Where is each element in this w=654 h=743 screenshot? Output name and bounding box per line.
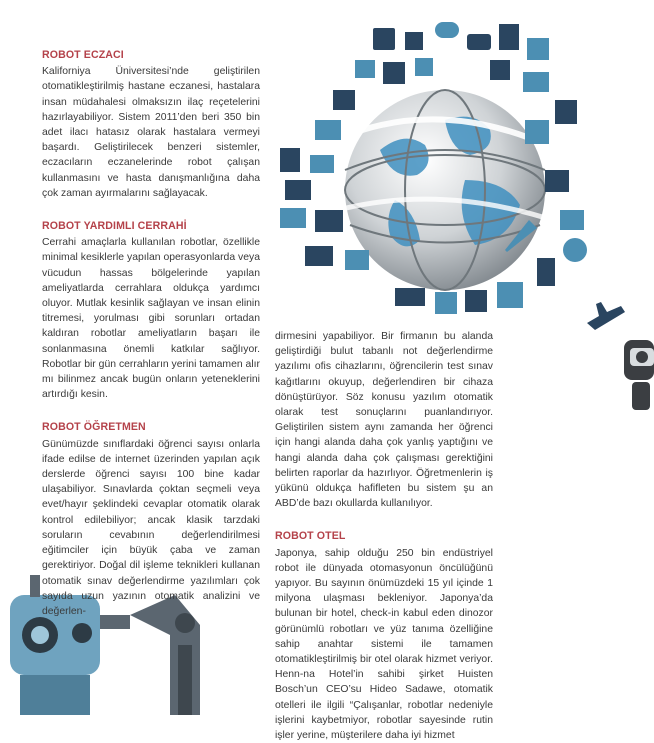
section-body-robot-eczaci: Kaliforniya Üniversitesi’nde geliştirilen otomatikleştirilmiş hastane eczanesi, hastalara insan müdahalesi olmaksızın ilaç reçetelerini hazırlayabiliyor. Sistem 2011’den beri 350 bin adet ilacı hatasız olarak hastalara vermeyi başardı. Geliştirilecek benzeri sistemler, eczacıların eczanelerinde robot çalışan kullanmasını ve hasta danışmanlığına daha çok zaman ayırmalarını sağlayacak. <box>42 66 260 199</box>
section-body-robot-ogretmen: Günümüzde sınıflardaki öğrenci sayısı onlarla ifade edilse de internet üzerinden yapılan açık derslerde öğrenci sayısı 100 bine kadar ulaşabiliyor. Sınavlarda çoktan seçmeli veya evet/hayır şeklindeki cevaplar otomatik olarak kontrol edilebiliyor; ancak klasik tarzdaki soruların cevabının değerlendirilmesi eğitimciler için büyük çaba ve zaman gerektiriyor. Doğal dil işleme teknikleri kullanan otomatik sınav değerlendirme yazılımları çok sayıda uzun yazının otomatik analizini ve değerlen- <box>42 438 260 617</box>
truck-icon <box>395 288 425 306</box>
right-column <box>275 329 493 743</box>
globe-tech-illustration <box>275 20 654 330</box>
camera-icon <box>467 34 491 50</box>
continuation-text: dirmesini yapabiliyor. Bir firmanın bu alanda geliştirdiği bulut tabanlı not değerlendirme yazılımı ofis cihazlarını, öğrencilerin test sınav kağıtlarını okuyup, değerlendiren bir cihaza dönüştürüyor. Söz konusu yazılım otomatik olarak test sonuçlarını puanlandırıyor. Geliştirilen sistem aynı zamanda her öğrenci için hangi alanda daha çok yanlış yaptığını ve hangi alanda daha çok çalışması gerektiğini belirten raporlar da hazırlıyor. Öğretmenlerin iş yükünü oldukça hafifleten bu sistem şu an ABD’de bazı okullarda kullanılıyor. <box>275 331 493 510</box>
section-body-robot-cerrahi: Cerrahi amaçlarla kullanılan robotlar, özellikle minimal kesiklerle yapılan operasyonlarda veya vücudun hassas bölgelerinde yapılan ameliyatlarda cerrahlara oldukça yardımcı oluyor. Mutlak kesinlik sağlayan ve insan elinin titremesi, yorulması gibi sorunları ortadan kaldıran robotlar ameliyatların başarı ile sonlanmasına önemli katkılar sağlıyor. Robotlar bir gün cerrahların yerini tamamen alır mı bilinmez ancak bugün onların yeteneklerini artırdığı kesin. <box>42 237 260 401</box>
mail-icon <box>305 246 333 266</box>
section-heading-robot-eczaci: ROBOT ECZACI <box>42 49 124 61</box>
left-column <box>42 48 260 619</box>
printer-icon <box>555 100 577 124</box>
wrench-icon <box>525 120 549 144</box>
phone-icon <box>537 258 555 286</box>
section-heading-robot-ogretmen: ROBOT ÖĞRETMEN <box>42 421 146 434</box>
robot-head-icon <box>618 330 654 415</box>
section-heading-robot-cerrahi: ROBOT YARDIMLI CERRAHİ <box>42 220 187 233</box>
section-heading-robot-otel: ROBOT OTEL <box>275 530 346 543</box>
cloud-icon <box>435 22 459 38</box>
airplane-icon <box>587 302 625 330</box>
chart-icon <box>285 180 311 200</box>
section-body-robot-otel: Japonya, sahip olduğu 250 bin endüstriyel robot ile dünyada otomasyonun öncülüğünü yapıyor. Bu sayının önümüzdeki 15 yıl içinde 1 milyona ulaşması bekleniyor. Japonya’da bulunan bir hotel, check-in kabul eden dinozor görünümlü robotları ve yüz tanıma özelliğine sahip anahtar sistemi ile tamamen otomatikleştirilmiş bir otel olarak hizmet veriyor. Henn-na Hotel’in sahibi şirket Huisten Bosch’un CEO’su Hideo Sadawe, otomatik otelleri ile ilgili “Çalışanlar, robotlar nedeniyle işlerini kaybetmiyor, robotlar sayesinde rutin işler yerine, müşterilere daha iyi hizmet <box>275 547 493 742</box>
chip-icon <box>373 28 395 50</box>
database-icon <box>280 148 300 172</box>
